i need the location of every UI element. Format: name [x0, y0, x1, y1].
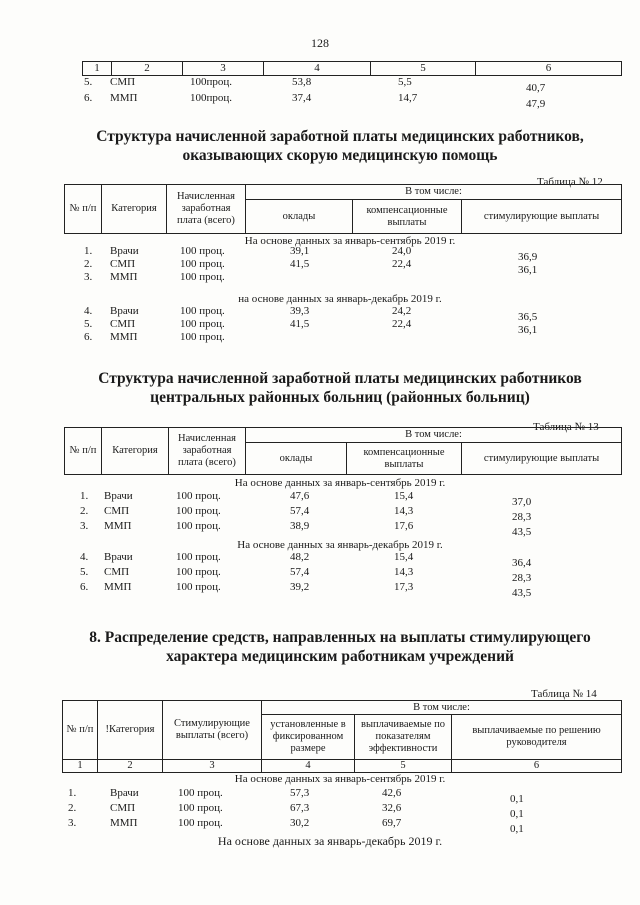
header-stim: стимулирующие выплаты: [462, 200, 622, 234]
column-number: 2: [98, 760, 163, 773]
header-cell: 1: [83, 62, 112, 76]
column-number: 4: [262, 760, 355, 773]
page-number: 128: [311, 36, 329, 50]
cell-value: 24,0: [392, 245, 412, 257]
cell-value: 0,1: [510, 823, 524, 835]
cell-value: 0,1: [510, 808, 524, 820]
cell-value: 43,5: [512, 526, 532, 538]
cell-num: 3.: [68, 817, 77, 829]
header-fixed: установленные в фиксированном размере: [262, 715, 355, 760]
cell-value: 36,1: [518, 264, 538, 276]
cell-num: 4.: [80, 551, 89, 563]
cell-value: 57,4: [290, 505, 310, 517]
header-cell: 6: [476, 62, 622, 76]
table-label: Таблица № 14: [531, 688, 597, 700]
cell-category: СМП: [104, 505, 130, 517]
table-row: [0, 271, 640, 284]
cell-num: 3.: [84, 271, 93, 283]
cell-total: 100 проц.: [176, 505, 221, 517]
title-line: 8. Распределение средств, направленных на выплаты стимулирующего: [89, 629, 591, 646]
cell-value: 42,6: [382, 787, 402, 799]
cell-value: 43,5: [512, 587, 532, 599]
header-num: № п/п: [63, 701, 98, 760]
title-line: центральных районных больниц (районных больниц): [150, 389, 530, 406]
section-title: [60, 369, 620, 407]
cell-total: 100 проц.: [180, 331, 225, 343]
cell-category: Врачи: [104, 490, 133, 502]
header-incl: В том числе:: [246, 428, 622, 443]
cell-total: 100 проц.: [176, 490, 221, 502]
column-number: 6: [452, 760, 622, 773]
cell-value: 40,7: [526, 82, 546, 94]
cell-value: 14,7: [398, 92, 418, 104]
header-total: Начисленная заработная плата (всего): [169, 428, 246, 475]
section-title: [60, 628, 620, 666]
table-header-row: [83, 62, 622, 76]
cell-category: СМП: [110, 76, 136, 88]
table-row: [0, 318, 640, 336]
cell-value: 36,1: [518, 324, 538, 336]
top-table: [82, 61, 622, 76]
cell-category: СМП: [104, 566, 130, 578]
header-stim: стимулирующие выплаты: [462, 443, 622, 475]
cell-value: 15,4: [394, 551, 414, 563]
title-line: характера медицинским работникам учреждений: [166, 648, 514, 665]
column-number: 5: [355, 760, 452, 773]
header-incl: В том числе:: [262, 701, 622, 715]
cell-num: 5.: [80, 566, 89, 578]
cell-value: 22,4: [392, 318, 412, 330]
header-num: № п/п: [65, 428, 102, 475]
header-category: Категория: [102, 428, 169, 475]
cell-value: 47,6: [290, 490, 310, 502]
table-row: [0, 505, 640, 523]
table-row: [0, 551, 640, 569]
cell-value: 39,3: [290, 305, 310, 317]
table-row: [0, 331, 640, 344]
period-label: На основе данных за январь-сентябрь 2019 г.: [234, 773, 446, 785]
period-label: На основе данных за январь-декабрь 2019 г.: [217, 834, 443, 848]
cell-value: 57,3: [290, 787, 310, 799]
table-header: [64, 184, 622, 234]
cell-value: 28,3: [512, 511, 532, 523]
cell-num: 6.: [84, 331, 93, 343]
header-comp: компенсационные выплаты: [353, 200, 462, 234]
title-line: оказывающих скорую медицинскую помощь: [182, 147, 498, 164]
title-line: Структура начисленной заработной платы медицинских работников,: [96, 128, 584, 145]
header-num: № п/п: [65, 185, 102, 234]
cell-total: 100проц.: [190, 92, 233, 104]
cell-total: 100 проц.: [178, 817, 223, 829]
table-row: [0, 520, 640, 538]
table-row: [0, 490, 640, 508]
header-total: Начисленная заработная плата (всего): [167, 185, 246, 234]
table-row: [0, 305, 640, 323]
cell-num: 2.: [80, 505, 89, 517]
cell-total: 100 проц.: [176, 551, 221, 563]
cell-value: 47,9: [526, 98, 546, 110]
cell-total: 100 проц.: [180, 318, 225, 330]
cell-category: СМП: [110, 318, 136, 330]
header-cell: 3: [183, 62, 264, 76]
cell-total: 100 проц.: [180, 305, 225, 317]
section-title: [60, 127, 620, 165]
cell-total: 100 проц.: [178, 802, 223, 814]
cell-value: 14,3: [394, 505, 414, 517]
cell-value: 17,6: [394, 520, 414, 532]
cell-value: 38,9: [290, 520, 310, 532]
period-label: На основе данных за январь-декабрь 2019 г.: [237, 539, 443, 551]
header-head: выплачиваемые по решению руководителя: [452, 715, 622, 760]
cell-num: 1.: [80, 490, 89, 502]
cell-category: ММП: [110, 92, 138, 104]
column-number: 1: [63, 760, 98, 773]
table-row: [0, 258, 640, 276]
table-header: [62, 700, 622, 773]
cell-total: 100 проц.: [176, 581, 221, 593]
header-salary: оклады: [246, 443, 347, 475]
cell-category: СМП: [110, 802, 136, 814]
cell-total: 100 проц.: [176, 520, 221, 532]
cell-value: 15,4: [394, 490, 414, 502]
table-row: [0, 581, 640, 599]
cell-value: 17,3: [394, 581, 414, 593]
header-cell: 2: [112, 62, 183, 76]
table-row: [0, 245, 640, 263]
period-label: На основе данных за январь-сентябрь 2019 г.: [244, 235, 456, 247]
cell-value: 48,2: [290, 551, 310, 563]
cell-category: Врачи: [110, 787, 139, 799]
cell-num: 5.: [84, 76, 93, 88]
cell-value: 69,7: [382, 817, 402, 829]
cell-category: Врачи: [110, 305, 139, 317]
cell-total: 100 проц.: [178, 787, 223, 799]
cell-num: 1.: [68, 787, 77, 799]
cell-num: 6.: [80, 581, 89, 593]
cell-num: 2.: [68, 802, 77, 814]
cell-value: 0,1: [510, 793, 524, 805]
header-cell: 5: [371, 62, 476, 76]
cell-category: ММП: [104, 581, 132, 593]
cell-value: 14,3: [394, 566, 414, 578]
table-row: [0, 566, 640, 584]
table-label: Таблица № 12: [537, 176, 603, 188]
period-label: на основе данных за январь-декабрь 2019 г.: [238, 293, 442, 305]
cell-category: ММП: [110, 331, 138, 343]
cell-value: 57,4: [290, 566, 310, 578]
cell-category: Врачи: [104, 551, 133, 563]
header-total: Стимулирующие выплаты (всего): [163, 701, 262, 760]
cell-total: 100 проц.: [180, 245, 225, 257]
cell-total: 100 проц.: [176, 566, 221, 578]
cell-value: 39,1: [290, 245, 310, 257]
header-comp: компенсационные выплаты: [347, 443, 462, 475]
cell-value: 24,2: [392, 305, 412, 317]
cell-value: 28,3: [512, 572, 532, 584]
table-label: Таблица № 13: [533, 421, 599, 433]
title-line: Структура начисленной заработной платы медицинских работников: [98, 370, 582, 387]
cell-category: СМП: [110, 258, 136, 270]
cell-value: 32,6: [382, 802, 402, 814]
cell-value: 36,5: [518, 311, 538, 323]
cell-num: 6.: [84, 92, 93, 104]
header-category: !Категория: [98, 701, 163, 760]
cell-num: 4.: [84, 305, 93, 317]
period-label: На основе данных за январь-сентябрь 2019 г.: [234, 477, 446, 489]
table-row: [0, 787, 640, 805]
cell-value: 39,2: [290, 581, 310, 593]
header-incl: В том числе:: [246, 185, 622, 200]
cell-value: 37,0: [512, 496, 532, 508]
cell-total: 100проц.: [190, 76, 233, 88]
cell-num: 1.: [84, 245, 93, 257]
cell-value: 30,2: [290, 817, 310, 829]
cell-value: 22,4: [392, 258, 412, 270]
column-number-row: [63, 760, 622, 773]
cell-category: ММП: [110, 271, 138, 283]
cell-category: ММП: [110, 817, 138, 829]
cell-value: 37,4: [292, 92, 312, 104]
column-number: 3: [163, 760, 262, 773]
table-header: [64, 427, 622, 475]
cell-value: 67,3: [290, 802, 310, 814]
cell-num: 3.: [80, 520, 89, 532]
header-category: Категория: [102, 185, 167, 234]
cell-num: 5.: [84, 318, 93, 330]
header-salary: оклады: [246, 200, 353, 234]
header-cell: 4: [264, 62, 371, 76]
cell-category: Врачи: [110, 245, 139, 257]
header-perf: выплачиваемые по показателям эффективности: [355, 715, 452, 760]
cell-value: 41,5: [290, 318, 310, 330]
cell-num: 2.: [84, 258, 93, 270]
cell-value: 41,5: [290, 258, 310, 270]
cell-total: 100 проц.: [180, 258, 225, 270]
table-row: [0, 802, 640, 820]
cell-value: 36,4: [512, 557, 532, 569]
cell-category: ММП: [104, 520, 132, 532]
table-row: [0, 817, 640, 835]
cell-total: 100 проц.: [180, 271, 225, 283]
cell-value: 53,8: [292, 76, 312, 88]
cell-value: 5,5: [398, 76, 412, 88]
cell-value: 36,9: [518, 251, 538, 263]
